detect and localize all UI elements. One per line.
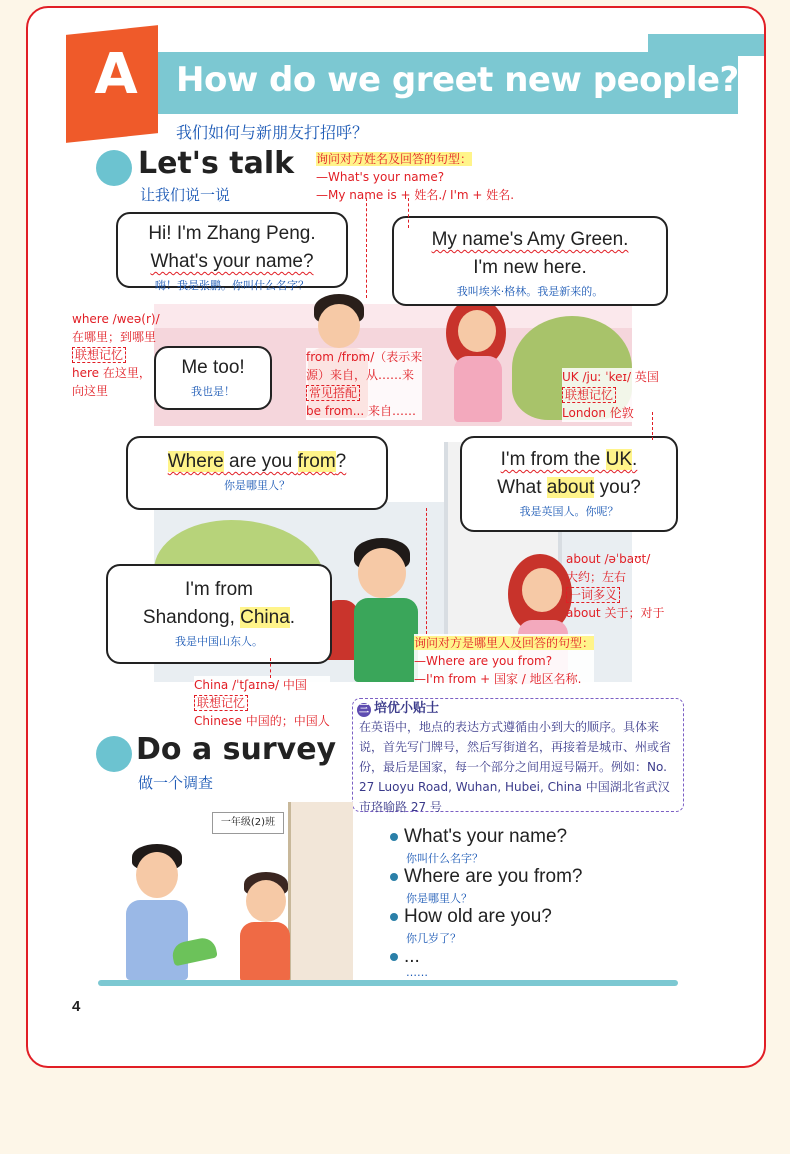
survey-question-1-zh: 你叫什么名字？ (406, 852, 483, 865)
bubble-2-translation: 我叫埃米·格林。我是新来的。 (456, 285, 604, 298)
about-meaning: 大约；左右 (566, 570, 627, 584)
bubble-6-line-1: I'm from (184, 579, 253, 600)
bubble-5-line2-post: you? (594, 477, 641, 498)
bubble-6-china: China (240, 607, 290, 628)
china-note (194, 676, 330, 730)
page-subtitle: 我们如何与新朋友打招呼？ (176, 123, 369, 142)
from-meaning: 源）来自，从……来 (306, 368, 415, 382)
speech-bubble-from-uk (460, 436, 678, 532)
survey-question-2-text: Where are you from? (404, 866, 583, 887)
here-word: here 在这里， (72, 366, 151, 380)
speech-bubble-zhang-peng (116, 212, 348, 292)
where-meaning: 在哪里；到哪里 (72, 330, 157, 344)
bubble-5-about: about (546, 477, 595, 498)
from-word: from /frɒm/（表示来 (306, 350, 423, 364)
speech-bubble-amy (392, 216, 668, 306)
polysemy-tag: 一词多义 (566, 587, 620, 603)
bubble-1-line-1: Hi! I'm Zhang Peng. (148, 223, 316, 244)
bubble-6-pre: Shandong, (142, 607, 241, 628)
survey-question-1-text: What's your name? (404, 826, 568, 847)
here-meaning: 向这里 (72, 384, 109, 398)
tip-box (352, 698, 684, 812)
name-pattern-note (316, 150, 514, 204)
survey-illustration (92, 802, 348, 982)
from-phrase: be from... 来自…… (306, 404, 416, 418)
tip-badge-icon: 三 (359, 704, 369, 715)
survey-question-2 (390, 866, 582, 888)
memory-tag-china: 联想记忆 (194, 695, 248, 711)
memory-tag-where: 联想记忆 (72, 347, 126, 363)
survey-circle-icon (96, 736, 132, 772)
about-word: about /əˈbaʊt/ (566, 552, 651, 566)
survey-question-3 (390, 906, 552, 928)
bubble-3-line-1: Me too! (181, 357, 245, 378)
survey-question-1 (390, 826, 567, 848)
lets-talk-circle-icon (96, 150, 132, 186)
where-pattern-question: —Where are you from? (414, 654, 553, 668)
survey-question-4-text: ... (404, 946, 420, 967)
bubble-2-line-2: I'm new here. (473, 257, 587, 278)
connector-line (426, 508, 427, 634)
bubble-4-mid: are you (223, 451, 298, 472)
where-note (72, 310, 160, 400)
bubble-6-end: . (289, 607, 296, 628)
bullet-icon (390, 873, 398, 881)
page-title: How do we greet new people? (176, 60, 739, 100)
bottom-rule (98, 980, 678, 986)
bubble-5-pre: I'm from the (500, 449, 606, 470)
china-word: China /ˈtʃaɪnə/ 中国 (194, 678, 307, 692)
bubble-5-translation: 我是英国人。你呢？ (519, 505, 619, 518)
about-other-meaning: about 关于；对于 (566, 606, 665, 620)
collocation-tag: 常见搭配 (306, 385, 360, 401)
uk-note (562, 368, 659, 422)
bullet-icon (390, 953, 398, 961)
lets-talk-subtitle: 让我们说一说 (140, 186, 231, 204)
bubble-1-translation: 嗨！我是张鹏。你叫什么名字？ (155, 279, 309, 292)
bubble-4-from: from (297, 451, 336, 472)
bullet-icon (390, 833, 398, 841)
where-word: where /weə(r)/ (72, 312, 160, 326)
bullet-icon (390, 913, 398, 921)
name-pattern-head: 询问对方姓名及回答的句型： (316, 152, 473, 166)
textbook-page (26, 6, 766, 1068)
connector-line (408, 198, 409, 228)
bubble-1-line-2: What's your name? (150, 251, 314, 272)
speech-bubble-where-from (126, 436, 388, 510)
uk-word: UK /juː ˈkeɪ/ 英国 (562, 370, 659, 384)
survey-question-3-text: How old are you? (404, 906, 552, 927)
speech-bubble-from-china (106, 564, 332, 664)
about-note (566, 550, 664, 622)
tip-body: 在英语中，地点的表达方式遵循由小到大的顺序。具体来说，首先写门牌号，然后写街道名，再接着是城市、州或省份，最后是国家，每一个部分之间用逗号隔开。例如：No. 27 Luoyu Road, Wuhan, Hubei, China 中国湖北省武汉市珞喻路 27 号 (359, 720, 672, 814)
where-pattern-note (414, 634, 594, 688)
connector-line (270, 658, 271, 678)
section-badge-letter: A (94, 42, 138, 107)
speech-bubble-me-too (154, 346, 272, 410)
bubble-5-dot: . (632, 449, 638, 470)
bubble-2-line-1: My name's Amy Green. (431, 229, 629, 250)
from-note (306, 348, 422, 420)
bubble-4-where: Where (167, 451, 224, 472)
survey-question-2-zh: 你是哪里人？ (406, 892, 472, 905)
connector-line (366, 198, 367, 298)
tip-heading-text: 培优小贴士 (374, 701, 440, 716)
class-sign: 一年级(2)班 (212, 812, 284, 834)
bubble-4-end: ? (335, 451, 347, 472)
name-pattern-question: —What's your name? (316, 170, 445, 184)
memory-tag-uk: 联想记忆 (562, 387, 616, 403)
where-pattern-answer: —I'm from + 国家 / 地区名称. (414, 672, 582, 686)
chinese-word: Chinese 中国的；中国人 (194, 714, 330, 728)
bubble-4-translation: 你是哪里人？ (224, 479, 290, 492)
bubble-3-translation: 我也是！ (191, 385, 235, 398)
bubble-5-line2-pre: What (497, 477, 547, 498)
page-number: 4 (72, 998, 81, 1015)
bubble-6-translation: 我是中国山东人。 (175, 635, 263, 648)
survey-title: Do a survey (136, 732, 337, 767)
survey-subtitle: 做一个调查 (138, 774, 214, 792)
where-pattern-head: 询问对方是哪里人及回答的句型： (414, 636, 595, 650)
classroom-door (288, 802, 353, 982)
tip-heading (357, 697, 439, 717)
survey-question-3-zh: 你几岁了？ (406, 932, 461, 945)
survey-question-4 (390, 946, 420, 968)
connector-line (652, 412, 653, 440)
lets-talk-title: Let's talk (138, 146, 295, 181)
london-word: London 伦敦 (562, 406, 634, 420)
bubble-5-uk: UK (605, 449, 633, 470)
name-pattern-answer: —My name is + 姓名./ I'm + 姓名. (316, 188, 515, 202)
survey-question-4-zh: …… (406, 966, 428, 979)
